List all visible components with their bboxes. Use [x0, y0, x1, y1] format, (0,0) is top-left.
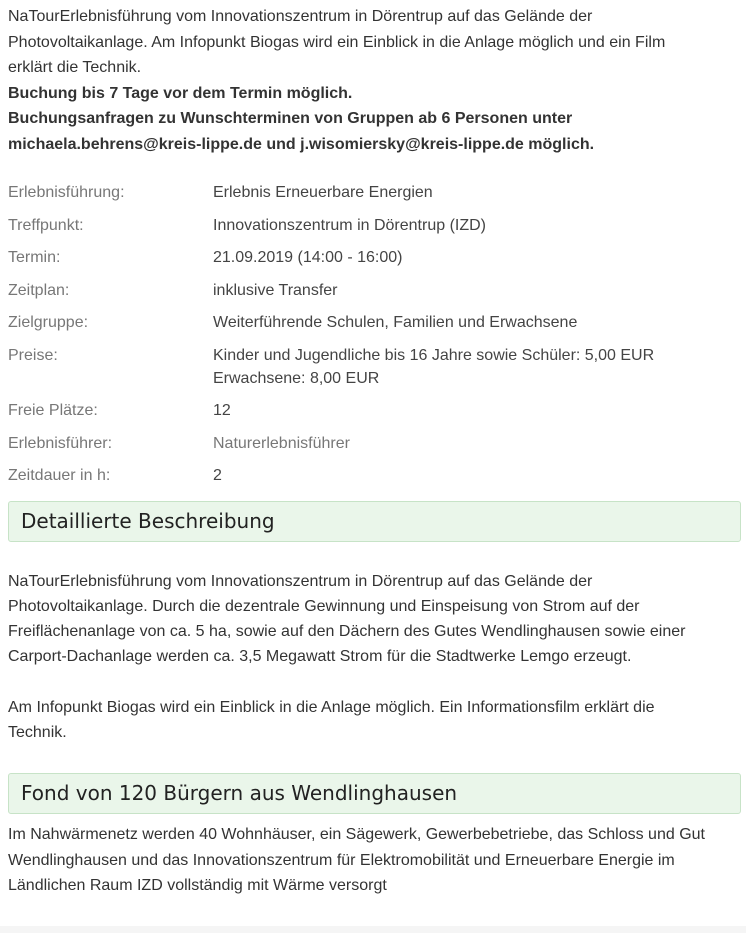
event-details-table [8, 181, 741, 497]
detail-label: Zeitdauer in h: [8, 467, 111, 484]
detail-row-zielgruppe [8, 311, 741, 344]
booking-note: Buchung bis 7 Tage vor dem Termin möglich. [8, 84, 353, 102]
detail-row-freie-plaetze [8, 399, 741, 432]
detail-row-treffpunkt [8, 214, 741, 247]
fond-line: Ländlichen Raum IZD vollständig mit Wärme versorgt [8, 876, 387, 894]
description-line: Am Infopunkt Biogas wird ein Einblick in die Anlage möglich. Ein Informationsfilm erklärt die [8, 698, 655, 716]
detail-label: Termin: [8, 249, 61, 266]
description-line: Freiflächenanlage von ca. 5 ha, sowie auf den Dächern des Gutes Wendlinghausen sowie einer [8, 623, 686, 641]
fond-line: Im Nahwärmenetz werden 40 Wohnhäuser, ein Sägewerk, Gewerbebetriebe, das Schloss und Gut [8, 826, 705, 844]
detail-value: Naturerlebnisführer [213, 434, 350, 452]
detail-label: Erlebnisführer: [8, 434, 113, 452]
detail-value: inklusive Transfer [213, 281, 338, 299]
detail-row-zeitdauer [8, 464, 741, 497]
section-heading-description: Detaillierte Beschreibung [8, 501, 741, 542]
detail-value: Erlebnis Erneuerbare Energien [213, 184, 433, 201]
detail-row-erlebnisfuehrung [8, 181, 741, 214]
description-line: Carport-Dachanlage werden ca. 3,5 Megawatt Strom für die Stadtwerke Lemgo erzeugt. [8, 648, 632, 666]
price-adults: Erwachsene: 8,00 EUR [213, 369, 380, 387]
group-booking-line: Buchungsanfragen zu Wunschterminen von Gruppen ab 6 Personen unter [8, 110, 573, 127]
detail-row-preise [8, 344, 741, 400]
intro-line: Photovoltaikanlage. Am Infopunkt Biogas wird ein Einblick in die Anlage möglich und ein Film [8, 33, 666, 51]
detail-label: Erlebnisführung: [8, 184, 125, 201]
fond-line: Wendlinghausen und das Innovationszentrum für Elektromobilität und Erneuerbare Energie im [8, 851, 675, 869]
detail-value: 21.09.2019 (14:00 - 16:00) [213, 249, 403, 266]
detail-label: Zeitplan: [8, 281, 70, 299]
detail-value: 2 [213, 467, 222, 484]
event-detail-page [8, 0, 741, 898]
intro-line: NaTourErlebnisführung vom Innovationszentrum in Dörentrup auf das Gelände der [8, 8, 593, 25]
page-bottom-edge [0, 926, 746, 933]
detail-label: Freie Plätze: [8, 402, 98, 419]
intro-line: erklärt die Technik. [8, 59, 142, 76]
detail-label: Preise: [8, 346, 58, 364]
description-block [8, 569, 741, 746]
detail-value: Innovationszentrum in Dörentrup (IZD) [213, 216, 486, 234]
detail-value: Weiterführende Schulen, Familien und Erwachsene [213, 314, 578, 331]
description-line: Technik. [8, 723, 67, 741]
section-heading-fond: Fond von 120 Bürgern aus Wendlinghausen [8, 773, 741, 814]
detail-label: Zielgruppe: [8, 314, 89, 331]
detail-row-termin [8, 246, 741, 279]
fond-block [8, 822, 741, 898]
detail-row-zeitplan [8, 279, 741, 312]
intro-text [8, 0, 741, 157]
description-line: NaTourErlebnisführung vom Innovationszentrum in Dörentrup auf das Gelände der [8, 572, 593, 590]
detail-value: 12 [213, 402, 231, 419]
detail-row-erlebnisfuehrer [8, 432, 741, 465]
detail-label: Treffpunkt: [8, 216, 84, 234]
group-booking-contacts: michaela.behrens@kreis-lippe.de und j.wisomiersky@kreis-lippe.de möglich. [8, 135, 595, 153]
detail-value [213, 344, 741, 400]
price-children: Kinder und Jugendliche bis 16 Jahre sowie Schüler: 5,00 EUR [213, 346, 655, 364]
description-line: Photovoltaikanlage. Durch die dezentrale Gewinnung und Einspeisung von Strom auf der [8, 597, 640, 615]
